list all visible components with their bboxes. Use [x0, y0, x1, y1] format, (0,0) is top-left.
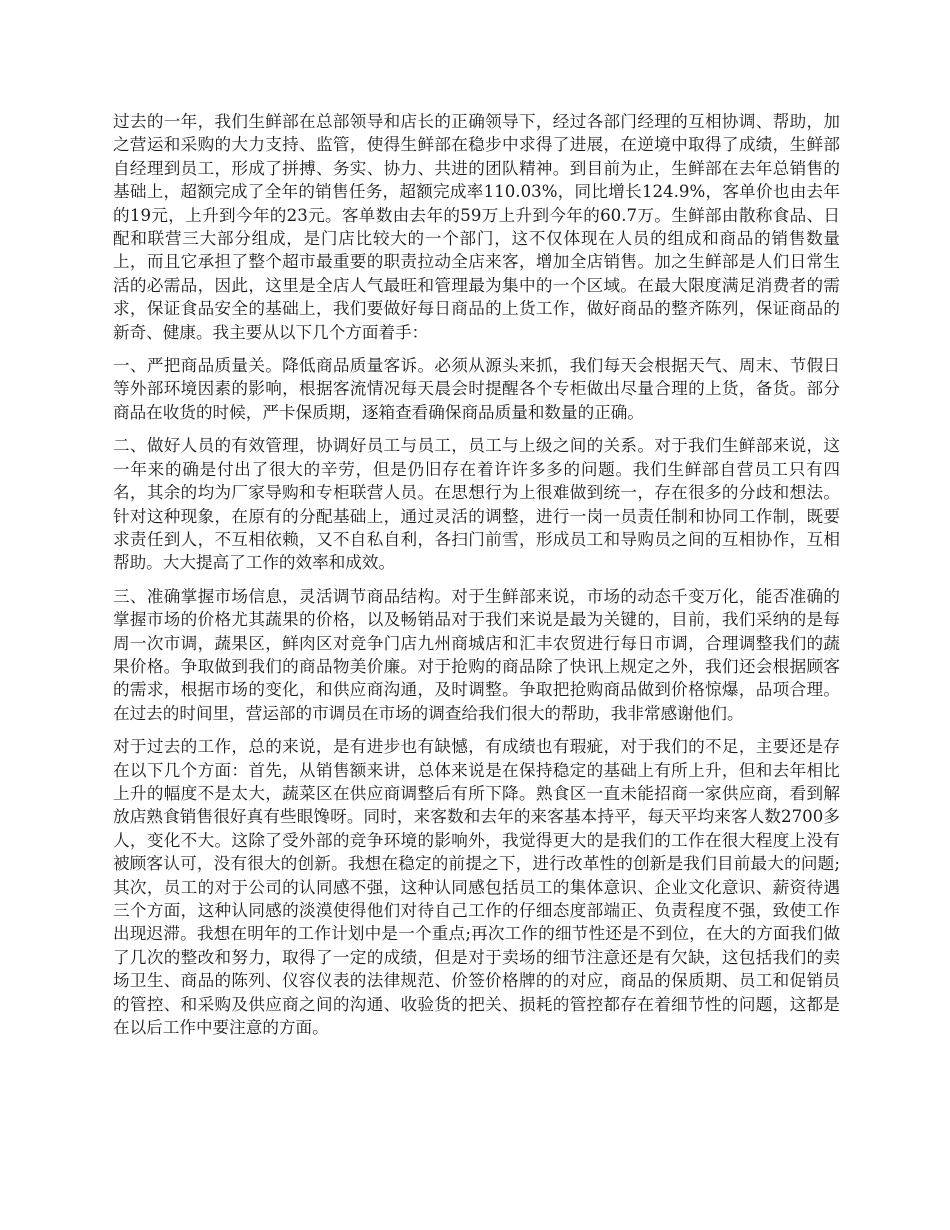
document-body	[113, 110, 840, 1049]
paragraph-quality-control: 一、严把商品质量关。降低商品质量客诉。必须从源头来抓，我们每天会根据天气、周末、节假日等外部环境因素的影响，根据客流情况每天晨会时提醒各个专柜做出尽量合理的上货，备货。部分商品在收货的时候，严卡保质期，逐箱查看确保商品质量和数量的正确。	[113, 356, 840, 422]
paragraph-market-info: 三、准确掌握市场信息，灵活调节商品结构。对于生鲜部来说，市场的动态千变万化，能否准确的掌握市场的价格尤其蔬果的价格，以及畅销品对于我们来说是最为关键的，目前，我们采纳的是每周一次市调，蔬果区，鲜肉区对竞争门店九州商城店和汇丰农贸进行每日市调，合理调整我们的蔬果价格。争取做到我们的商品物美价廉。对于抢购的商品除了快讯上规定之外，我们还会根据顾客的需求，根据市场的变化，和供应商沟通，及时调整。争取把抢购商品做到价格惊爆，品项合理。在过去的时间里，营运部的市调员在市场的调查给我们很大的帮助，我非常感谢他们。	[113, 586, 840, 723]
paragraph-intro: 过去的一年，我们生鲜部在总部领导和店长的正确领导下，经过各部门经理的互相协调、帮助，加之营运和采购的大力支持、监管，使得生鲜部在稳步中求得了进展，在逆境中取得了成绩，生鲜部自经理到员工，形成了拼搏、务实、协力、共进的团队精神。到目前为止，生鲜部在去年总销售的基础上，超额完成了全年的销售任务，超额完成率110.03%，同比增长124.9%，客单价也由去年的19元，上升到今年的23元。客单数由去年的59万上升到今年的60.7万。生鲜部由散称食品、日配和联营三大部分组成，是门店比较大的一个部门，这不仅体现在人员的组成和商品的销售数量上，而且它承担了整个超市最重要的职责拉动全店来客，增加全店销售。加之生鲜部是人们日常生活的必需品，因此，这里是全店人气最旺和管理最为集中的一个区域。在最大限度满足消费者的需求，保证食品安全的基础上，我们要做好每日商品的上货工作，做好商品的整齐陈列，保证商品的新奇、健康。我主要从以下几个方面着手：	[113, 112, 840, 342]
paragraph-shortcomings: 对于过去的工作，总的来说，是有进步也有缺憾，有成绩也有瑕疵，对于我们的不足，主要还是存在以下几个方面：首先，从销售额来讲，总体来说是在保持稳定的基础上有所上升，但和去年相比上升的幅度不是太大，蔬菜区在供应商调整后有所下降。熟食区一直未能招商一家供应商，看到解放店熟食销售很好真有些眼馋呀。同时，来客数和去年的来客基本持平，每天平均来客人数2700多人，变化不大。这除了受外部的竞争环境的影响外，我觉得更大的是我们的工作在很大程度上没有被顾客认可，没有很大的创新。我想在稳定的前提之下，进行改革性的创新是我们目前最大的问题;其次，员工的对于公司的认同感不强，这种认同感包括员工的集体意识、企业文化意识、薪资待遇三个方面，这种认同感的淡漠使得他们对待自己工作的仔细态度部端正、负责程度不强，致使工作出现迟滞。我想在明年的工作计划中是一个重点;再次工作的细节性还是不到位，在大的方面我们做了几次的整改和努力，取得了一定的成绩，但是对于卖场的细节注意还是有欠缺，这包括我们的卖场卫生、商品的陈列、仪容仪表的法律规范、价签价格牌的的对应，商品的保质期、员工和促销员的管控、和采购及供应商之间的沟通、收验货的把关、损耗的管控都存在着细节性的问题，这都是在以后工作中要注意的方面。	[113, 737, 840, 1038]
paragraph-staff-management: 二、做好人员的有效管理，协调好员工与员工，员工与上级之间的关系。对于我们生鲜部来说，这一年来的确是付出了很大的辛劳，但是仍旧存在着许许多多的问题。我们生鲜部自营员工只有四名，其余的均为厂家导购和专柜联营人员。在思想行为上很难做到统一，存在很多的分歧和想法。针对这种现象，在原有的分配基础上，通过灵活的调整，进行一岗一员责任制和协同工作制，既要求责任到人，不互相依赖，又不自私自利，各扫门前雪，形成员工和导购员之间的互相协作，互相帮助。大大提高了工作的效率和成效。	[113, 436, 840, 573]
